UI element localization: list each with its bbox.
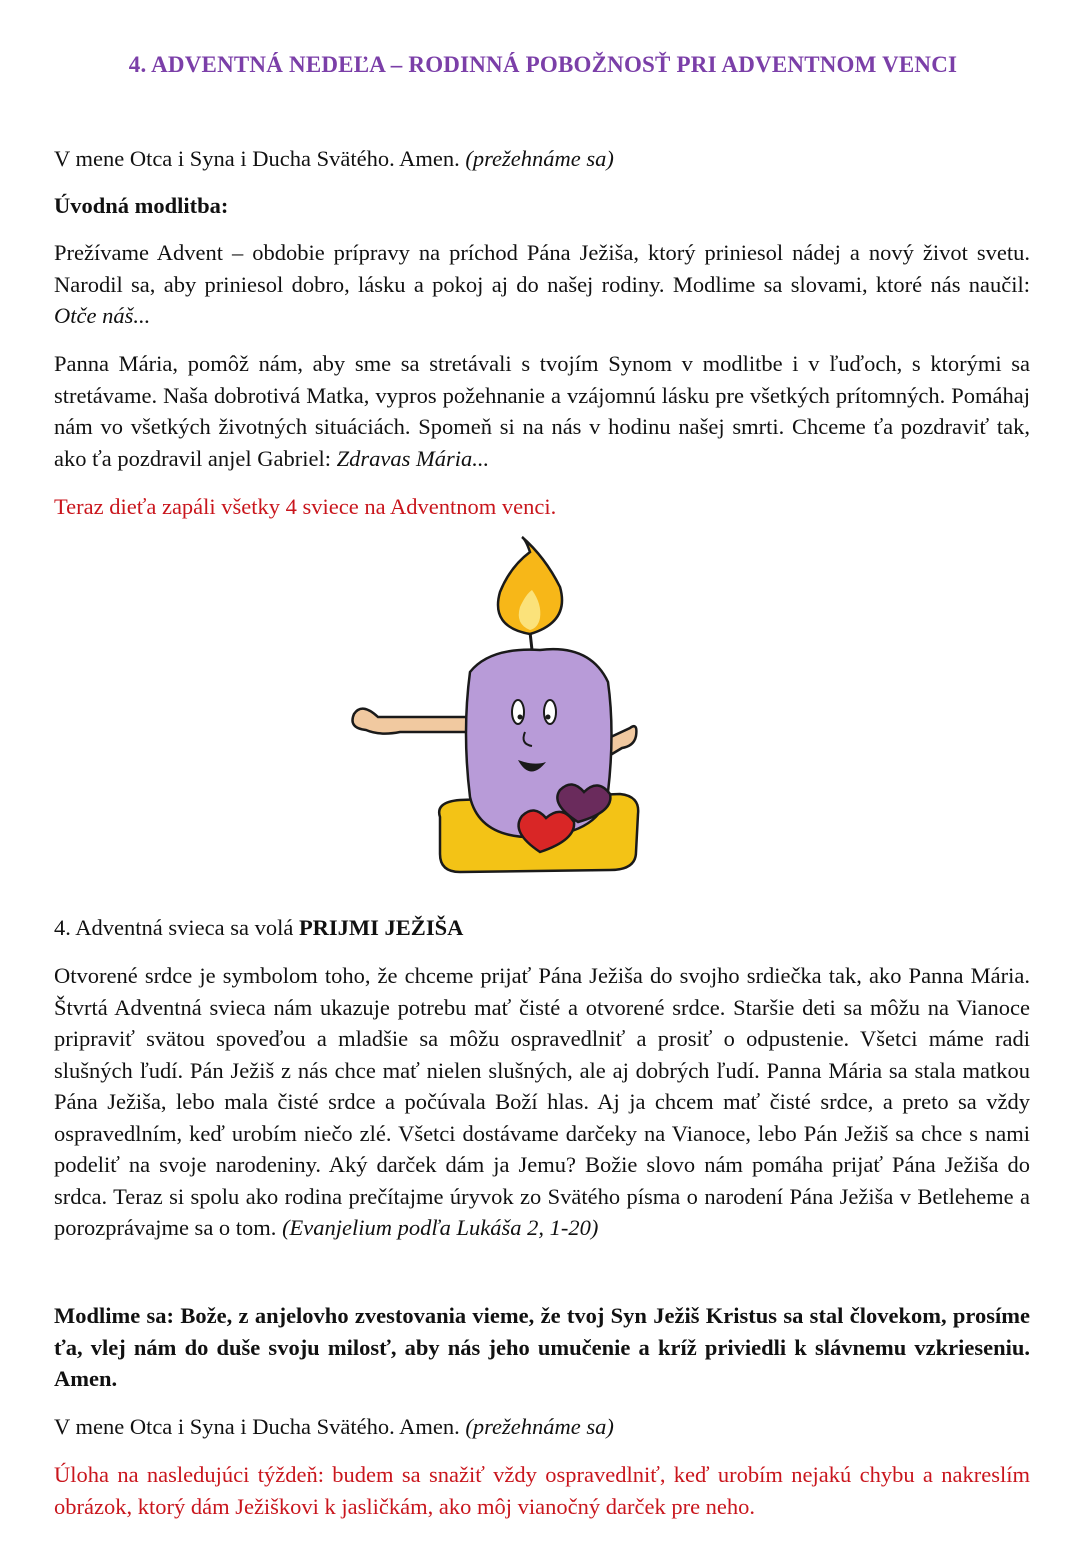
sign-of-cross-text: V mene Otca i Syna i Ducha Svätého. Amen.: [54, 146, 460, 171]
candle-name: PRIJMI JEŽIŠA: [298, 915, 464, 940]
intro-paragraph: [54, 237, 1030, 332]
left-arm: [353, 709, 469, 734]
left-pupil: [518, 715, 523, 720]
hail-mary-prayer: Zdravas Mária...: [336, 445, 490, 471]
mary-paragraph-text: Panna Mária, pomôž nám, aby sme sa stretávali s tvojím Synom v modlitbe i v ľuďoch, s ktorými sa stretávame. Naša dobrotivá Matka, vypros požehnanie a vzájomnú lásku pre všetkých prítomných. Pomáhaj nám vo všetkých životných situáciách. Spomeň si na nás v hodinu našej smrti. Chceme ťa pozdraviť tak, ako ťa pozdravil anjel Gabriel:: [54, 351, 1030, 471]
right-eye: [544, 700, 556, 724]
candle-name-prefix: 4. Adventná svieca sa volá: [54, 915, 294, 940]
weekly-task: Úloha na nasledujúci týždeň: budem sa snažiť vždy ospravedlniť, keď urobím nejakú chybu a nakreslím obrázok, ktorý dám Ježiškovi k jasličkám, ako môj vianočný darček pre neho.: [54, 1462, 1030, 1519]
mary-paragraph: [54, 348, 1030, 474]
candle-name-line: [54, 912, 1030, 944]
sign-of-cross-note: (prežehnáme sa): [465, 146, 614, 171]
sign-of-cross-text-2: V mene Otca i Syna i Ducha Svätého. Amen.: [54, 1414, 460, 1439]
page-title: 4. ADVENTNÁ NEDEĽA – RODINNÁ POBOŽNOSŤ PRI ADVENTNOM VENCI: [128, 52, 958, 77]
sign-of-cross-note-2: (prežehnáme sa): [465, 1414, 614, 1439]
closing-prayer: Modlime sa: Bože, z anjelovho zvestovania vieme, že tvoj Syn Ježiš Kristus sa stal človekom, prosíme ťa, vlej nám do duše svoju milosť, aby nás jeho umučenie a kríž priviedli k slávnemu vzkrieseniu. Amen.: [54, 1303, 1030, 1391]
left-eye: [512, 700, 524, 724]
sign-of-cross-closing: [54, 1411, 1030, 1443]
intro-paragraph-text: Prežívame Advent – obdobie prípravy na príchod Pána Ježiša, ktorý priniesol nádej a nový život svetu. Narodil sa, aby priniesol dobro, lásku a pokoj aj do našej rodiny. Modlime sa slovami, ktoré nás naučil:: [54, 240, 1030, 297]
sign-of-cross-opening: [54, 143, 1030, 175]
right-pupil: [546, 715, 551, 720]
gospel-reference: (Evanjelium podľa Lukáša 2, 1-20): [282, 1215, 599, 1240]
light-candles-instruction: Teraz dieťa zapáli všetky 4 sviece na Adventnom venci.: [54, 494, 557, 519]
open-heart-paragraph-text: Otvorené srdce je symbolom toho, že chceme prijať Pána Ježiša do svojho srdiečka tak, ako Panna Mária. Štvrtá Adventná svieca nám ukazuje potrebu mať čisté a otvorené srdce. Staršie deti sa môžu na Vianoce pripraviť svätou spoveďou a mladšie sa môžu ospravedlniť a prosiť o odpustenie. Všetci máme radi slušných ľudí. Pán Ježiš z nás chce mať nielen slušných, ale aj dobrých ľudí. Panna Mária sa stala matkou Pána Ježiša, lebo mala čisté srdce a počúvala Boží hlas. Aj ja chcem mať čisté srdce, a preto sa vždy ospravedlním, keď urobím niečo zlé. Všetci dostávame darčeky na Vianoce, lebo Pán Ježiš sa chce s nami podeliť na svoje narodeniny. Aký darček dám ja Jemu? Božie slovo nám pomáha prijať Pána Ježiša do srdca. Teraz si spolu ako rodina prečítajme úryvok zo Svätého písma o narodení Pána Ježiša v Betleheme a porozprávajme sa o tom.: [54, 963, 1030, 1240]
open-heart-paragraph: [54, 960, 1030, 1244]
our-father-prayer: Otče náš...: [54, 303, 151, 328]
candle-illustration: [340, 532, 640, 892]
intro-heading: Úvodná modlitba:: [54, 193, 229, 218]
